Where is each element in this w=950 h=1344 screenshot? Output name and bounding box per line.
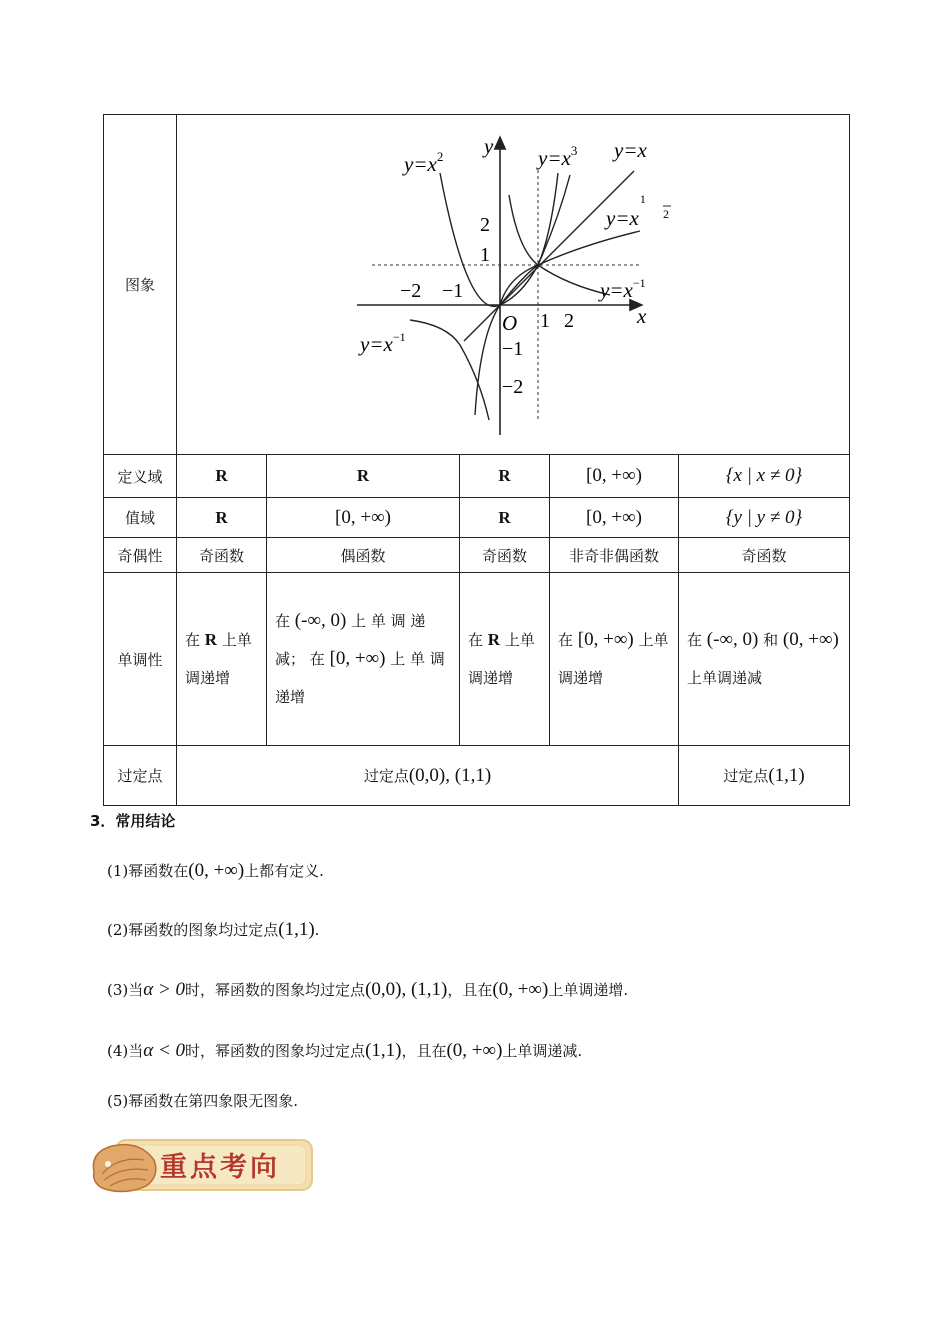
c4-text-c: ，且在	[401, 1042, 447, 1060]
conclusion-1	[107, 860, 324, 882]
tick-y-1: 1	[480, 243, 490, 266]
label-x3: $y=x^3$	[538, 142, 578, 170]
x-axis-label: x	[637, 303, 647, 328]
domain-x: R	[177, 455, 267, 498]
fixed-point-last	[679, 746, 850, 806]
row-label-parity: 奇偶性	[104, 538, 177, 573]
mono-x3	[460, 573, 550, 746]
conclusion-5	[107, 1090, 298, 1111]
tick-y-neg1: −1	[502, 337, 524, 360]
tick-x-neg1: −1	[442, 279, 464, 302]
mono-x2-post2: 上 单 调	[390, 650, 445, 668]
range-sqrt: [0, +∞)	[550, 498, 679, 538]
mono-x-R: R	[204, 630, 218, 649]
c4-text-b: 时，幂函数的图象均过定点	[185, 1042, 366, 1060]
mono-x2-int2: [0, +∞)	[329, 648, 386, 669]
mono-x	[177, 573, 267, 746]
parity-x2: 偶函数	[267, 538, 460, 573]
mono-x2-line3: 递增	[275, 688, 306, 706]
conclusion-2	[107, 919, 319, 941]
c4-cond: α < 0	[143, 1040, 186, 1061]
range-inv: {y | y ≠ 0}	[679, 498, 850, 538]
row-label-domain: 定义域	[104, 455, 177, 498]
mono-x-post: 上单	[221, 631, 252, 649]
c1-math: (0, +∞)	[188, 860, 245, 881]
c4-math1: (1,1)	[365, 1040, 402, 1061]
c5-text-a: (5)幂函数在第四象限无图象.	[107, 1092, 299, 1110]
conclusion-3	[107, 979, 628, 1001]
c3-text-a: (3)当	[107, 981, 144, 999]
label-x: y=x	[614, 137, 647, 162]
mono-x3-line2: 调递增	[468, 669, 514, 687]
domain-x3: R	[460, 455, 550, 498]
mono-sqrt-post: 上单	[638, 631, 669, 649]
c2-text-b: .	[314, 921, 320, 939]
monotonicity-row	[104, 573, 850, 746]
c1-text-a: (1)幂函数在	[107, 862, 189, 880]
parity-row	[104, 538, 850, 573]
label-inv-left: $y=x^{-1}$	[360, 329, 406, 356]
mono-x2-int1: (-∞, 0)	[294, 610, 347, 631]
mono-x2-line2: 减； 在	[275, 650, 325, 668]
tick-x-neg2: −2	[400, 279, 422, 302]
graph-row	[104, 115, 850, 455]
c3-text-d: 上单调递增.	[548, 981, 629, 999]
fixed-last-points: (1,1)	[768, 764, 805, 786]
row-label-range: 值域	[104, 498, 177, 538]
range-x3: R	[460, 498, 550, 538]
range-x: R	[177, 498, 267, 538]
shell-icon	[93, 1145, 155, 1192]
range-x2: [0, +∞)	[267, 498, 460, 538]
tick-x-2: 2	[564, 309, 574, 332]
mono-sqrt-pre: 在	[558, 631, 574, 649]
domain-x2: R	[267, 455, 460, 498]
graph-cell	[177, 115, 850, 455]
c2-text-a: (2)幂函数的图象均过定点	[107, 921, 279, 939]
mono-x3-R: R	[487, 630, 501, 649]
c1-text-b: 上都有定义.	[244, 862, 324, 880]
mono-sqrt-line2: 调递增	[558, 669, 604, 687]
section-title: 3．常用结论	[90, 812, 176, 830]
fixed-main-points: (0,0), (1,1)	[408, 764, 492, 786]
fixed-main-text: 过定点	[363, 766, 409, 785]
mono-x2-pre: 在	[275, 612, 291, 630]
parity-inv: 奇函数	[679, 538, 850, 573]
mono-x3-pre: 在	[468, 631, 484, 649]
domain-sqrt: [0, +∞)	[550, 455, 679, 498]
key-topics-banner	[88, 1134, 316, 1196]
mono-x3-post: 上单	[504, 631, 535, 649]
power-function-properties-table	[103, 114, 850, 806]
c3-text-c: ，且在	[447, 981, 493, 999]
label-sqrt: $y=x^1$	[606, 191, 646, 230]
tick-y-2: 2	[480, 213, 490, 236]
c4-text-d: 上单调递减.	[502, 1042, 583, 1060]
banner-title: 重点考向	[160, 1152, 280, 1183]
mono-inv-int1: (-∞, 0)	[706, 629, 759, 650]
parity-x: 奇函数	[177, 538, 267, 573]
mono-inv	[679, 573, 850, 746]
tick-x-1: 1	[540, 309, 550, 332]
parity-x3: 奇函数	[460, 538, 550, 573]
label-sqrt-den: 2	[663, 206, 669, 221]
mono-x2	[267, 573, 460, 746]
c3-text-b: 时，幂函数的图象均过定点	[185, 981, 366, 999]
power-function-graph	[352, 125, 682, 445]
curve-y-inv-left	[410, 320, 489, 420]
tick-y-neg2: −2	[502, 375, 524, 398]
mono-sqrt	[550, 573, 679, 746]
fixed-point-row	[104, 746, 850, 806]
fixed-point-main	[177, 746, 679, 806]
row-label-graph: 图象	[104, 115, 177, 455]
label-x2: $y=x^2$	[404, 148, 444, 176]
mono-inv-line2: 上单调递减	[687, 669, 763, 687]
c2-math: (1,1)	[278, 919, 315, 940]
row-label-mono: 单调性	[104, 573, 177, 746]
mono-inv-and: 和	[763, 631, 779, 649]
origin-label: O	[502, 310, 518, 335]
mono-x-line2: 调递增	[185, 669, 231, 687]
mono-sqrt-int: [0, +∞)	[577, 629, 634, 650]
parity-sqrt: 非奇非偶函数	[550, 538, 679, 573]
domain-inv: {x | x ≠ 0}	[679, 455, 850, 498]
c4-text-a: (4)当	[107, 1042, 144, 1060]
range-row	[104, 498, 850, 538]
domain-row	[104, 455, 850, 498]
row-label-fixed: 过定点	[104, 746, 177, 806]
conclusion-4	[107, 1040, 582, 1062]
mono-x-pre: 在	[185, 631, 201, 649]
c4-math2: (0, +∞)	[446, 1040, 503, 1061]
label-inv-right: $y=x^{-1}$	[600, 275, 646, 302]
mono-inv-int2: (0, +∞)	[782, 629, 839, 650]
c3-math1: (0,0), (1,1)	[365, 979, 448, 1000]
c3-cond: α > 0	[143, 979, 186, 1000]
c3-math2: (0, +∞)	[492, 979, 549, 1000]
fixed-last-text: 过定点	[723, 766, 769, 785]
y-axis-label: y	[484, 133, 494, 158]
mono-x2-post1: 上 单 调 递	[351, 612, 426, 630]
mono-inv-pre: 在	[687, 631, 703, 649]
